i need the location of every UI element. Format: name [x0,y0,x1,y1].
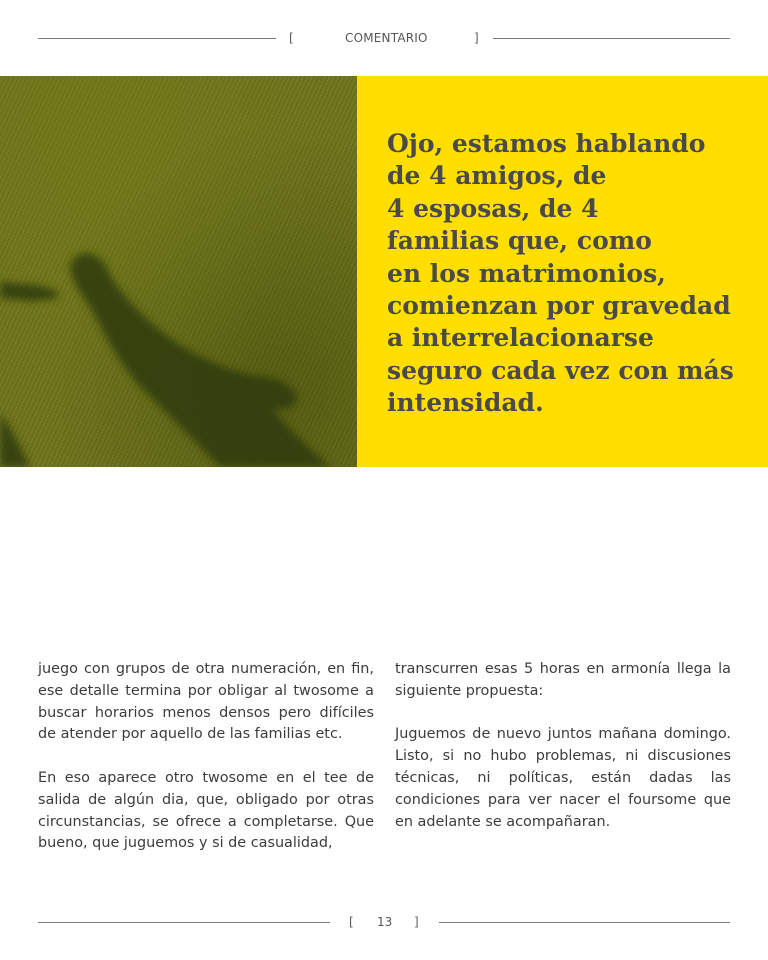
pull-quote-line: a interrelacionarse [387,323,654,353]
pull-quote-box [357,76,768,467]
pull-quote-line: comienzan por gravedad [387,291,731,321]
header-rule-left [38,38,276,39]
header-bracket-close: ] [474,31,479,45]
body-paragraph: Juguemos de nuevo juntos mañana domingo. Listo, si no hubo problemas, ni discusiones técnicas, ni políticas, están dadas las condiciones para ver nacer el foursome que en adelante se acompañaran. [395,726,731,830]
body-column-right [395,659,731,855]
body-column-left [38,659,374,877]
footer-bracket-open: [ [349,915,354,929]
golf-green-shadow-image [0,76,357,467]
header-bracket-open: [ [289,31,294,45]
pull-quote [387,128,752,420]
pull-quote-line: intensidad. [387,388,544,418]
pull-quote-line: de 4 amigos, de [387,161,607,191]
footer-bracket-close: ] [414,915,419,929]
header-rule-right [493,38,730,39]
pull-quote-line: seguro cada vez con más [387,355,734,385]
pull-quote-line: familias que, como [387,226,652,256]
pull-quote-line: Ojo, estamos hablando [387,129,706,158]
footer-rule-left [38,922,330,923]
player-shadow-icon [0,76,357,467]
body-paragraph: transcurren esas 5 horas en armonía llega la siguiente propuesta: [395,661,731,699]
page-number: 13 [377,915,393,929]
pull-quote-line: en los matrimonios, [387,258,666,288]
body-paragraph: juego con grupos de otra numeración, en fin, ese detalle termina por obligar al twosome a buscar horarios menos densos pero difíciles de atender por aquello de las familias etc. [38,661,374,743]
footer-rule-right [439,922,730,923]
pull-quote-line: 4 esposas, de 4 [387,193,599,223]
section-label: COMENTARIO [345,31,428,45]
body-paragraph: En eso aparece otro twosome en el tee de salida de algún dia, que, obligado por otras circunstancias, se ofrece a completarse. Que bueno, que juguemos y si de casualidad, [38,769,374,852]
